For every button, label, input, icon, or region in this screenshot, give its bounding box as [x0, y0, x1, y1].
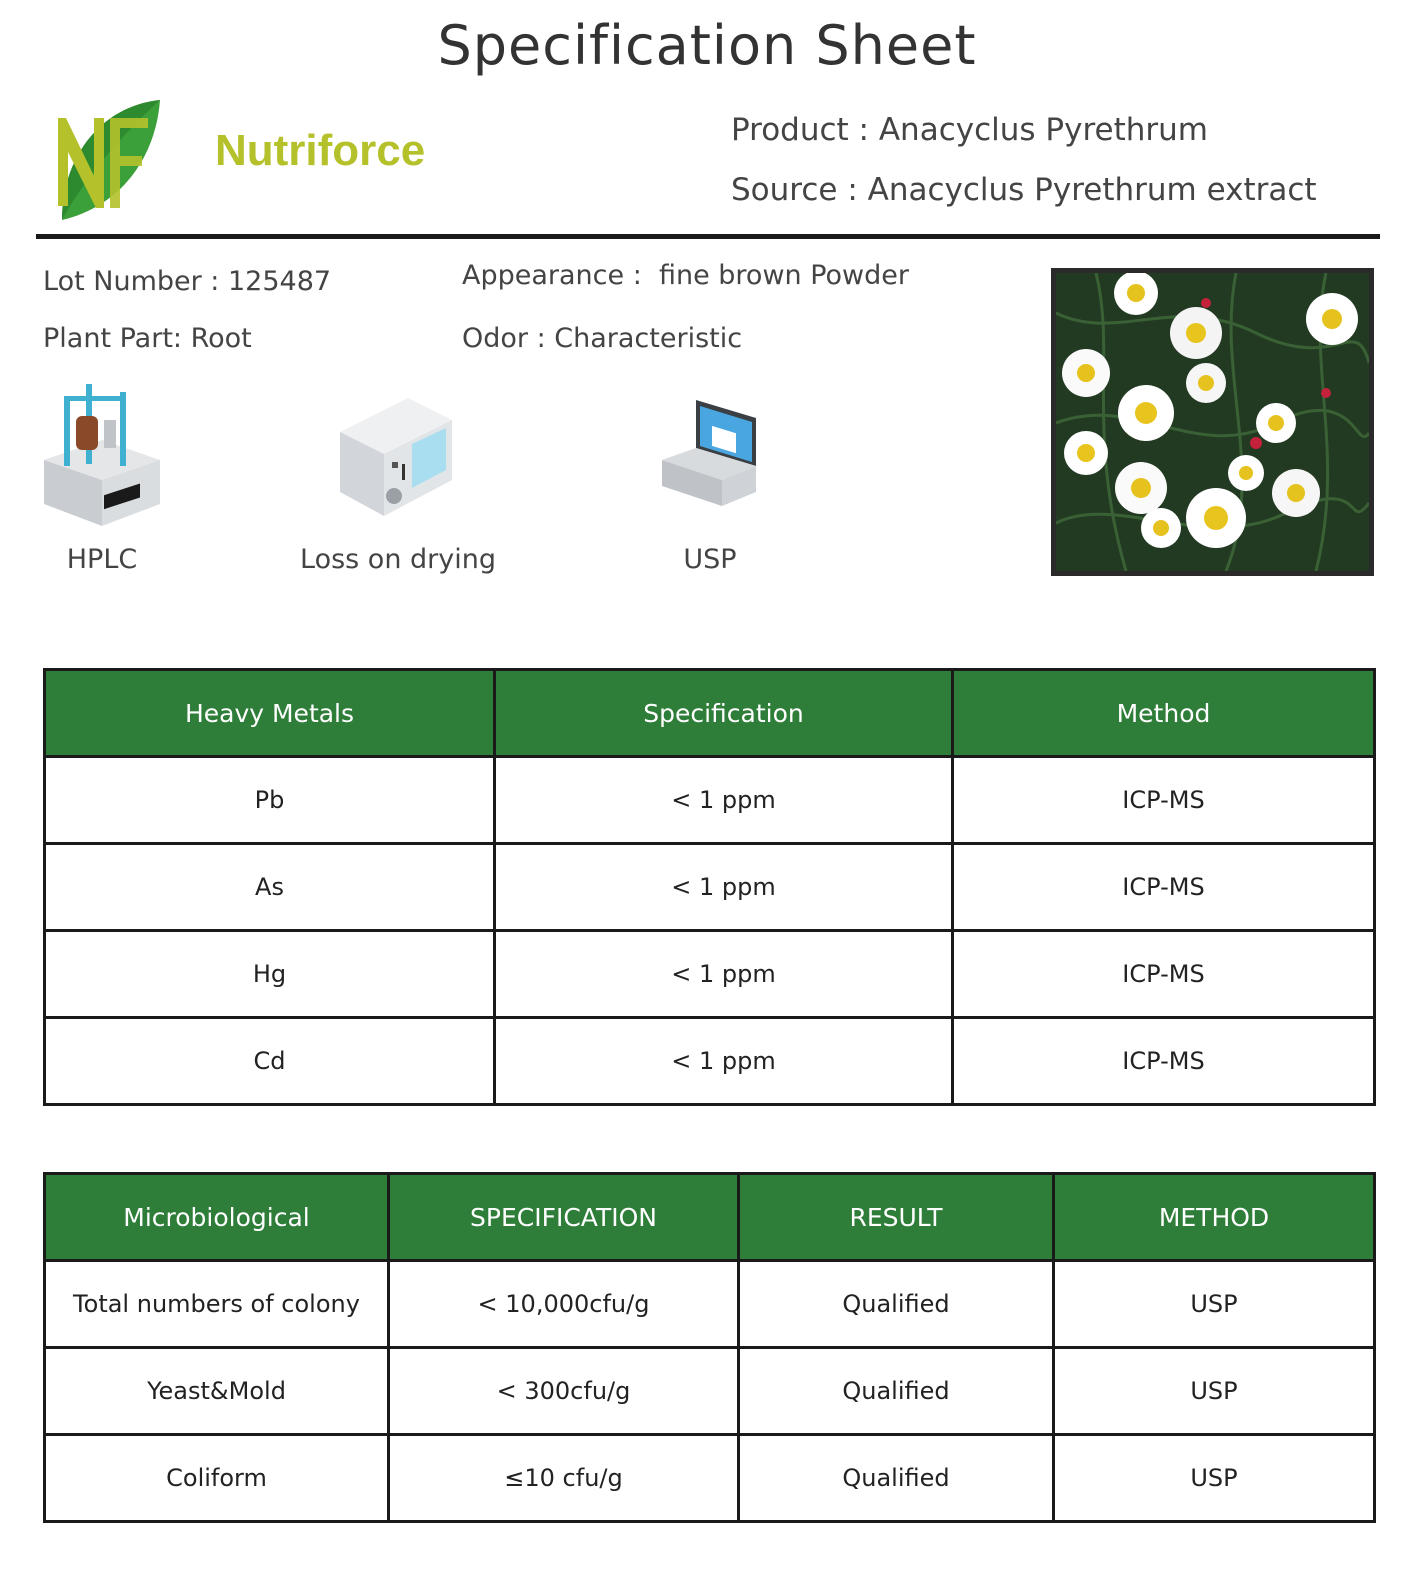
table-row	[45, 844, 1375, 931]
metal-name: As	[45, 844, 495, 931]
metal-spec: < 1 ppm	[495, 844, 953, 931]
header-divider	[36, 234, 1380, 239]
product-source: Source : Anacyclus Pyrethrum extract	[731, 172, 1317, 208]
micro-result: Qualified	[739, 1261, 1054, 1348]
col-header-specification: Specification	[495, 670, 953, 757]
table-row	[45, 931, 1375, 1018]
micro-spec: ≤10 cfu/g	[389, 1435, 739, 1522]
table-row	[45, 1018, 1375, 1105]
heavy-metals-header-row	[45, 670, 1375, 757]
col-header-microbiological: Microbiological	[45, 1174, 389, 1261]
micro-item: Yeast&Mold	[45, 1348, 389, 1435]
page-title: Specification Sheet	[437, 14, 977, 77]
heavy-metals-table	[43, 668, 1376, 1106]
col-header-method: METHOD	[1054, 1174, 1375, 1261]
metal-spec: < 1 ppm	[495, 1018, 953, 1105]
brand-name: Nutriforce	[215, 126, 426, 175]
method-label-loss-on-drying: Loss on drying	[300, 544, 496, 575]
micro-header-row	[45, 1174, 1375, 1261]
metal-spec: < 1 ppm	[495, 757, 953, 844]
oven-icon	[338, 392, 454, 522]
microbiological-table	[43, 1172, 1376, 1523]
odor: Odor : Characteristic	[462, 323, 743, 354]
product-name: Product : Anacyclus Pyrethrum	[731, 112, 1208, 148]
metal-name: Pb	[45, 757, 495, 844]
hplc-icon	[40, 380, 164, 530]
micro-result: Qualified	[739, 1435, 1054, 1522]
col-header-result: RESULT	[739, 1174, 1054, 1261]
micro-spec: < 10,000cfu/g	[389, 1261, 739, 1348]
micro-item: Total numbers of colony	[45, 1261, 389, 1348]
metal-method: ICP-MS	[953, 844, 1375, 931]
micro-spec: < 300cfu/g	[389, 1348, 739, 1435]
metal-method: ICP-MS	[953, 757, 1375, 844]
method-label-hplc: HPLC	[66, 544, 138, 575]
micro-item: Coliform	[45, 1435, 389, 1522]
table-row	[45, 1435, 1375, 1522]
table-row	[45, 757, 1375, 844]
laptop-icon	[660, 396, 760, 514]
micro-method: USP	[1054, 1435, 1375, 1522]
chamomile-flower-photo	[1051, 268, 1374, 576]
method-label-usp: USP	[683, 544, 737, 575]
metal-method: ICP-MS	[953, 1018, 1375, 1105]
plant-part: Plant Part: Root	[43, 323, 252, 354]
table-row	[45, 1348, 1375, 1435]
metal-name: Hg	[45, 931, 495, 1018]
table-row	[45, 1261, 1375, 1348]
metal-spec: < 1 ppm	[495, 931, 953, 1018]
micro-method: USP	[1054, 1261, 1375, 1348]
micro-method: USP	[1054, 1348, 1375, 1435]
lot-number: Lot Number : 125487	[43, 266, 332, 297]
col-header-method: Method	[953, 670, 1375, 757]
col-header-specification: SPECIFICATION	[389, 1174, 739, 1261]
col-header-heavy-metals: Heavy Metals	[45, 670, 495, 757]
appearance: Appearance : fine brown Powder	[462, 260, 909, 291]
metal-name: Cd	[45, 1018, 495, 1105]
micro-result: Qualified	[739, 1348, 1054, 1435]
nutriforce-logo-icon	[52, 96, 164, 224]
metal-method: ICP-MS	[953, 931, 1375, 1018]
